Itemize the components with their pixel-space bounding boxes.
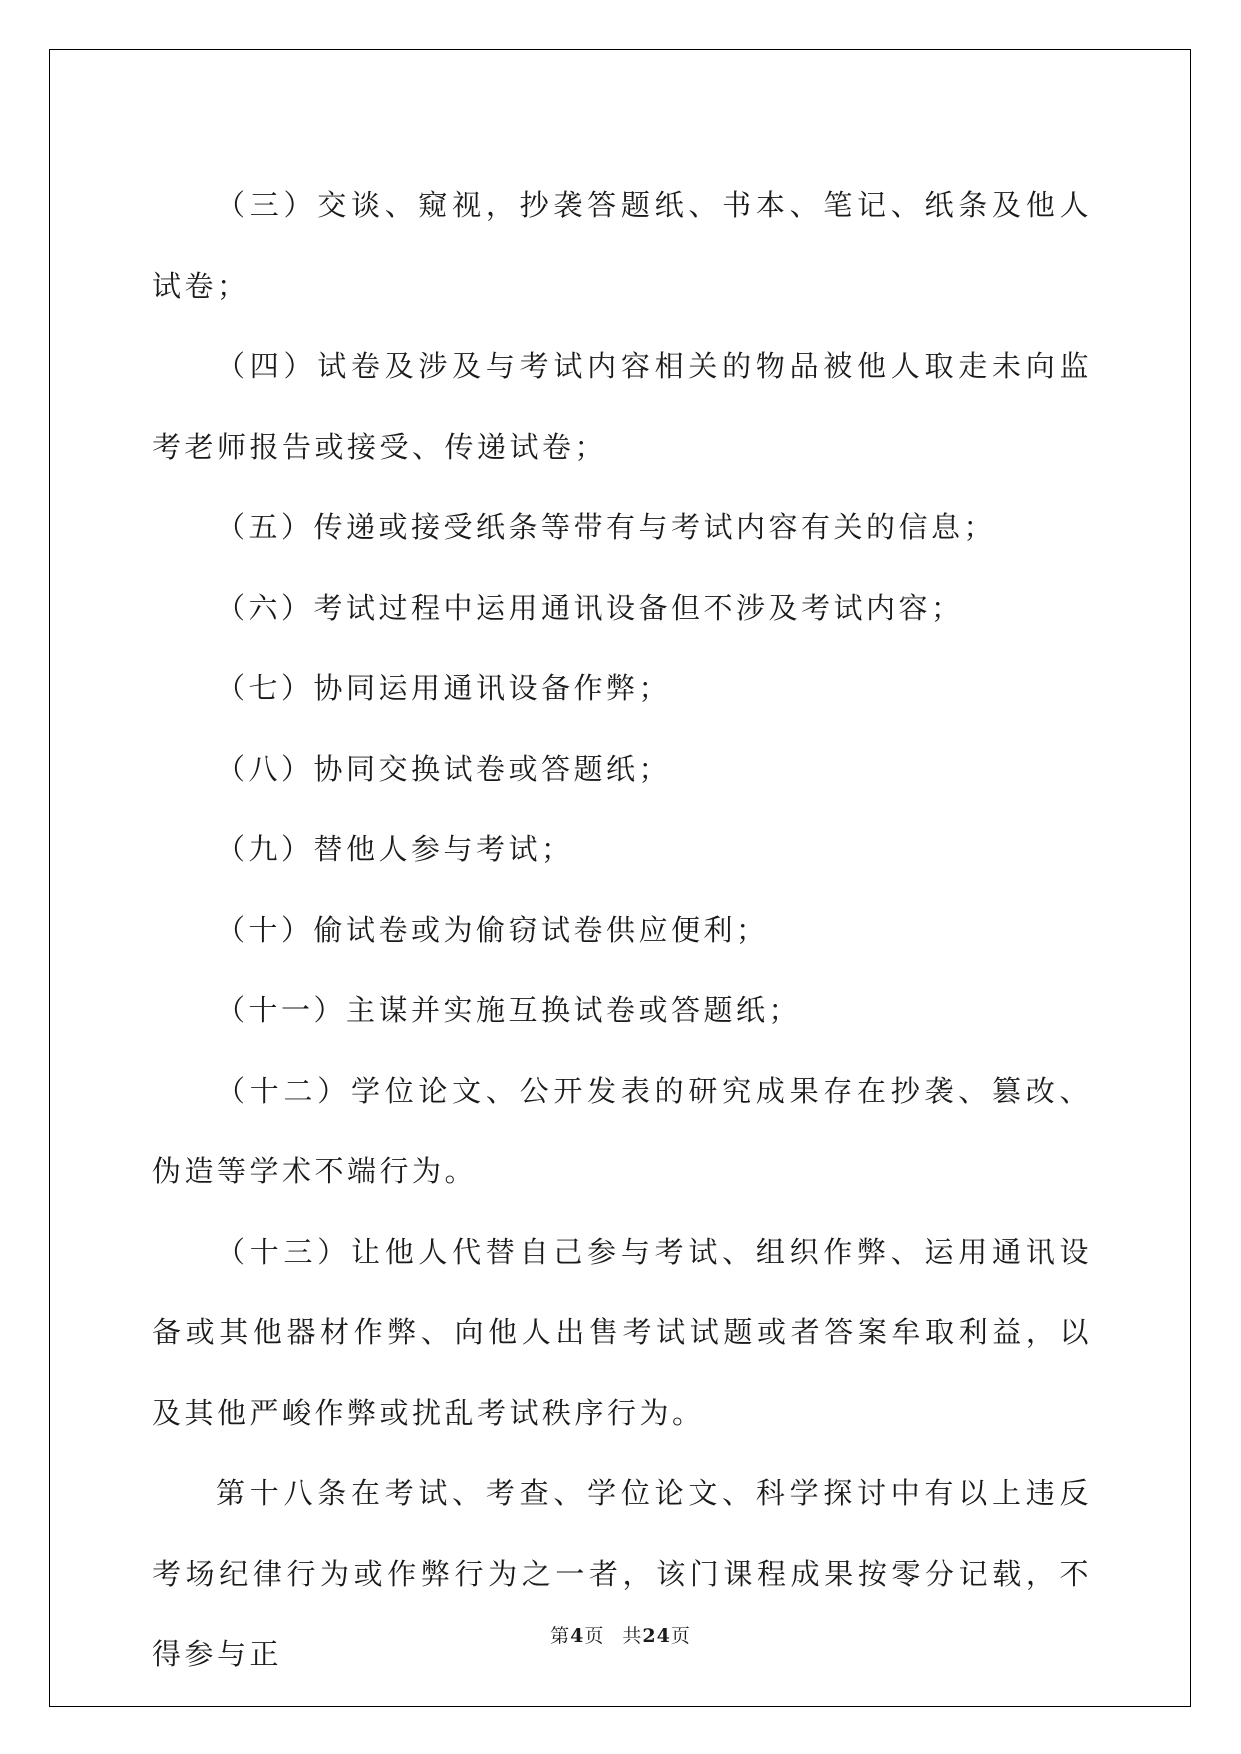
page-number: 4 [570,1625,585,1647]
paragraph-item-9: （九）替他人参与考试； [216,832,574,866]
document-body [152,165,1092,1695]
paragraph-item-8: （八）协同交换试卷或答题纸； [216,751,672,786]
paragraph-item-10: （十）偷试卷或为偷窃试卷供应便利； [216,912,769,947]
paragraph-item-7: （七）协同运用通讯设备作弊； [216,671,672,705]
paragraph-item-11: （十一）主谋并实施互换试卷或答题纸； [216,993,802,1027]
page-prefix: 第 [550,1625,571,1647]
paragraph-article-18: 第十八条在考试、考查、学位论文、科学探讨中有以上违反考场纪律行为或作弊行为之一者，该门课程成果按零分记载，不得参与正 [152,1476,1092,1671]
paragraph-item-6: （六）考试过程中运用通讯设备但不涉及考试内容； [216,590,964,625]
paragraph-item-5: （五）传递或接受纸条等带有与考试内容有关的信息； [216,510,997,544]
paragraph-item-13: （十三）让他人代替自己参与考试、组织作弊、运用通讯设备或其他器材作弊、向他人出售考试试题或者答案牟取利益，以及其他严峻作弊或扰乱考试秩序行为。 [152,1234,1092,1430]
page-suffix: 页 [584,1625,605,1647]
paragraph-item-3: （三）交谈、窥视，抄袭答题纸、书本、笔记、纸条及他人试卷； [152,188,1092,303]
page-footer [0,1621,1241,1648]
paragraph-item-12: （十二）学位论文、公开发表的研究成果存在抄袭、篡改、伪造等学术不端行为。 [152,1073,1092,1188]
total-suffix: 页 [670,1625,691,1647]
total-prefix: 共 [622,1625,643,1647]
paragraph-item-4: （四）试卷及涉及与考试内容相关的物品被他人取走未向监考老师报告或接受、传递试卷； [152,349,1092,464]
total-pages: 24 [642,1625,671,1647]
